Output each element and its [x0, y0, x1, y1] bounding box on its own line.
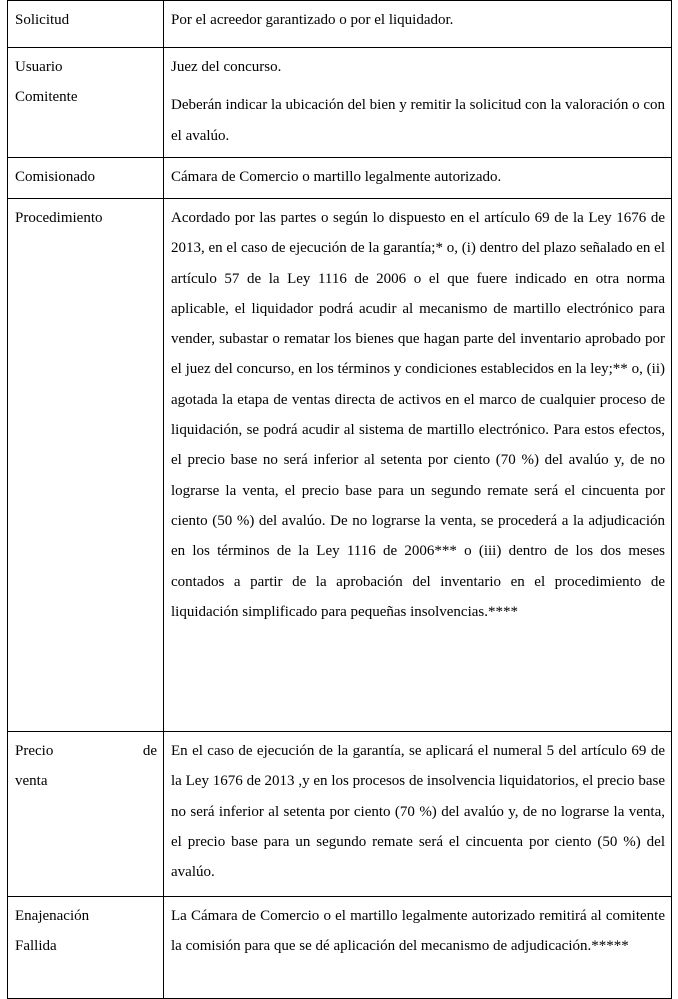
label-text: Solicitud: [15, 12, 70, 28]
row-label: [8, 158, 164, 199]
row-label: [8, 199, 164, 732]
row-label: [8, 1, 164, 48]
table-row-precio-venta: [8, 732, 672, 897]
row-content: [164, 732, 672, 897]
procedure-table: [7, 0, 672, 999]
content-paragraph: En el caso de ejecución de la garantía, se aplicará el numeral 5 del artículo 69 de la Ley 1676 de 2013 ,y en los procesos de insolvencia liquidatorios, el precio base no será inferior al setenta por ciento (70 %) del avalúo y, de no lograrse la venta, el precio base para un segundo remate será el cincuenta por ciento (50 %) del avalúo.: [171, 743, 665, 881]
table-row-enajenacion-fallida: [8, 897, 672, 999]
row-content: [164, 1, 672, 48]
content-paragraph: Por el acreedor garantizado o por el liquidador.: [171, 12, 454, 28]
content-paragraph: Acordado por las partes o según lo dispuesto en el artículo 69 de la Ley 1676 de 2013, en el caso de ejecución de la garantía;* o, (i) dentro del plazo señalado en el artículo 57 de la Ley 1116 de 2006 o el que fuere indicado en otra norma aplicable, el liquidador podrá acudir al mecanismo de martillo electrónico para vender, subastar o rematar los bienes que hagan parte del inventario aprobado por el juez del concurso, en los términos y condiciones establecidos en la ley;** o, (ii) agotada la etapa de ventas directa de activos en el marco de cualquier proceso de liquidación, se podrá acudir al sistema de martillo electrónico. Para estos efectos, el precio base no será inferior al setenta por ciento (70 %) del avalúo y, de no lograrse la venta, el precio base para un segundo remate será el cincuenta por ciento (50 %) del avalúo. De no lograrse la venta, se procederá a la adjudicación en los términos de la Ley 1116 de 2006*** o (iii) dentro de los dos meses contados a partir de la aprobación del inventario en el procedimiento de liquidación simplificado para pequeñas insolvencias.****: [171, 210, 665, 620]
row-label: [8, 897, 164, 999]
label-text: Procedimiento: [15, 210, 103, 226]
table-row-solicitud: [8, 1, 672, 48]
content-paragraph: Deberán indicar la ubicación del bien y remitir la solicitud con la valoración o con el avalúo.: [171, 97, 665, 144]
table-row-procedimiento: [8, 199, 672, 732]
label-text: Fallida: [15, 938, 57, 955]
content-paragraph: Cámara de Comercio o martillo legalmente autorizado.: [171, 169, 502, 185]
table-row-comisionado: [8, 158, 672, 199]
label-text: Comisionado: [15, 169, 96, 185]
content-paragraph: La Cámara de Comercio o el martillo legalmente autorizado remitirá al comitente la comisión para que se dé aplicación del mecanismo de adjudicación.*****: [171, 908, 665, 955]
label-text: Comitente: [15, 89, 78, 106]
label-text: Enajenación: [15, 908, 90, 924]
row-label: [8, 48, 164, 158]
row-label: [8, 732, 164, 897]
label-text: Precio: [15, 743, 54, 759]
row-content: [164, 158, 672, 199]
row-content: [164, 48, 672, 158]
label-text: de: [142, 743, 157, 759]
label-text: venta: [15, 773, 48, 790]
content-paragraph: Juez del concurso.: [171, 59, 282, 75]
label-line-1: [15, 736, 157, 766]
table-row-usuario-comitente: [8, 48, 672, 158]
row-content: [164, 199, 672, 732]
row-content: [164, 897, 672, 999]
label-text: Usuario: [15, 59, 63, 75]
